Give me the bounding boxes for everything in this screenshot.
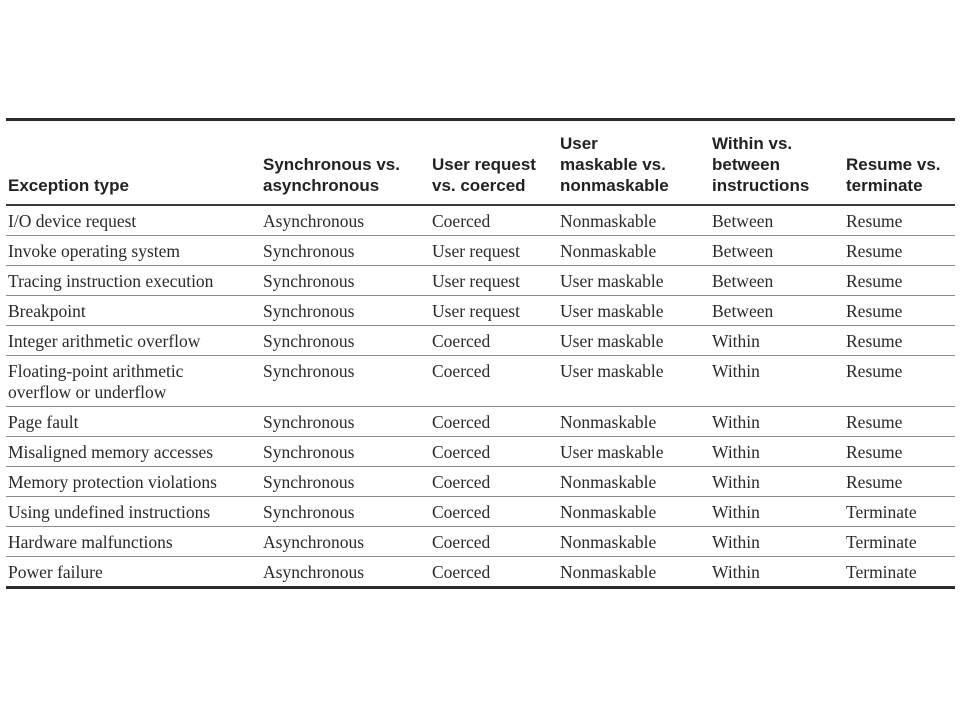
cell-sync: Synchronous bbox=[263, 296, 432, 326]
header-row bbox=[6, 120, 955, 206]
cell-sync: Asynchronous bbox=[263, 562, 365, 582]
cell-resume: Resume bbox=[846, 236, 955, 266]
cell-maskable: User maskable bbox=[560, 266, 712, 296]
cell-resume: Resume bbox=[846, 467, 955, 497]
exception-table bbox=[6, 118, 955, 589]
cell-sync: Synchronous bbox=[263, 467, 432, 497]
cell-request: Coerced bbox=[432, 407, 560, 437]
header-synchronous: Synchronous vs. asynchronous bbox=[263, 120, 432, 206]
cell-exception-type: Floating-point arithmetic overflow or underflow bbox=[6, 356, 263, 407]
cell-exception-type: Hardware malfunctions bbox=[6, 527, 263, 557]
cell-resume: Terminate bbox=[846, 527, 955, 557]
cell-maskable: Nonmaskable bbox=[560, 467, 712, 497]
cell-sync: Synchronous bbox=[263, 266, 432, 296]
header-user-request: User request vs. coerced bbox=[432, 120, 560, 206]
cell-request: Coerced bbox=[432, 467, 560, 497]
cell-sync: Synchronous bbox=[263, 326, 432, 356]
cell-exception-type: Power failure bbox=[8, 562, 103, 582]
table-row bbox=[6, 497, 955, 527]
table-row bbox=[6, 296, 955, 326]
cell-request: Coerced bbox=[432, 326, 560, 356]
table-row bbox=[6, 205, 955, 236]
table-row bbox=[6, 407, 955, 437]
cell-maskable: User maskable bbox=[560, 326, 712, 356]
cell-within: Within bbox=[712, 527, 846, 557]
table-row bbox=[6, 467, 955, 497]
cell-exception-type: Tracing instruction execution bbox=[6, 266, 263, 296]
table-row bbox=[6, 527, 955, 557]
cell-exception-type: Integer arithmetic overflow bbox=[6, 326, 263, 356]
cell-request: Coerced bbox=[432, 562, 491, 582]
cell-request: Coerced bbox=[432, 205, 560, 236]
cell-exception-type: Invoke operating system bbox=[6, 236, 263, 266]
cell-exception-type: Memory protection violations bbox=[6, 467, 263, 497]
cell-within: Within bbox=[712, 467, 846, 497]
cell-exception-type: Page fault bbox=[6, 407, 263, 437]
cell-sync: Asynchronous bbox=[263, 527, 432, 557]
cell-maskable: User maskable bbox=[560, 437, 712, 467]
table-row bbox=[6, 557, 955, 588]
cell-resume: Resume bbox=[846, 437, 955, 467]
cell-request: User request bbox=[432, 296, 560, 326]
cell-within: Within bbox=[712, 356, 846, 407]
cell-sync: Synchronous bbox=[263, 356, 432, 407]
cell-within: Between bbox=[712, 205, 846, 236]
cell-maskable: User maskable bbox=[560, 356, 712, 407]
cell-request: User request bbox=[432, 266, 560, 296]
cell-maskable: Nonmaskable bbox=[560, 497, 712, 527]
cell-exception-type: Breakpoint bbox=[6, 296, 263, 326]
cell-sync: Synchronous bbox=[263, 437, 432, 467]
cell-request: Coerced bbox=[432, 356, 560, 407]
cell-request: Coerced bbox=[432, 437, 560, 467]
cell-request: User request bbox=[432, 236, 560, 266]
header-maskable: User maskable vs. nonmaskable bbox=[560, 120, 712, 206]
cell-resume: Terminate bbox=[846, 497, 955, 527]
cell-maskable: Nonmaskable bbox=[560, 407, 712, 437]
cell-exception-type: Misaligned memory accesses bbox=[6, 437, 263, 467]
cell-maskable: User maskable bbox=[560, 296, 712, 326]
table-row bbox=[6, 326, 955, 356]
cell-resume: Resume bbox=[846, 205, 955, 236]
cell-within: Between bbox=[712, 266, 846, 296]
cell-sync: Synchronous bbox=[263, 407, 432, 437]
cell-exception-type: I/O device request bbox=[6, 205, 263, 236]
table-row bbox=[6, 356, 955, 407]
cell-exception-type: Using undefined instructions bbox=[6, 497, 263, 527]
cell-sync: Synchronous bbox=[263, 497, 432, 527]
cell-sync: Synchronous bbox=[263, 236, 432, 266]
cell-within: Within bbox=[712, 437, 846, 467]
cell-resume: Terminate bbox=[846, 562, 917, 582]
cell-sync: Asynchronous bbox=[263, 205, 432, 236]
cell-within: Within bbox=[712, 326, 846, 356]
cell-resume: Resume bbox=[846, 407, 955, 437]
cell-request: Coerced bbox=[432, 527, 560, 557]
cell-resume: Resume bbox=[846, 266, 955, 296]
table-row bbox=[6, 437, 955, 467]
table-row bbox=[6, 236, 955, 266]
table-header bbox=[6, 120, 955, 206]
cell-resume: Resume bbox=[846, 296, 955, 326]
cell-maskable: Nonmaskable bbox=[560, 527, 712, 557]
cell-within: Between bbox=[712, 296, 846, 326]
cell-within: Within bbox=[712, 407, 846, 437]
cell-maskable: Nonmaskable bbox=[560, 562, 657, 582]
header-exception-type: Exception type bbox=[6, 120, 263, 206]
cell-within: Within bbox=[712, 497, 846, 527]
cell-resume: Resume bbox=[846, 326, 955, 356]
cell-maskable: Nonmaskable bbox=[560, 236, 712, 266]
table-body bbox=[6, 205, 955, 588]
cell-within: Within bbox=[712, 562, 760, 582]
cell-within: Between bbox=[712, 236, 846, 266]
exception-table-container bbox=[6, 118, 955, 589]
header-resume-terminate: Resume vs. terminate bbox=[846, 120, 955, 206]
table-row bbox=[6, 266, 955, 296]
header-within-between: Within vs. between instructions bbox=[712, 120, 846, 206]
cell-resume: Resume bbox=[846, 356, 955, 407]
cell-maskable: Nonmaskable bbox=[560, 205, 712, 236]
cell-request: Coerced bbox=[432, 497, 560, 527]
